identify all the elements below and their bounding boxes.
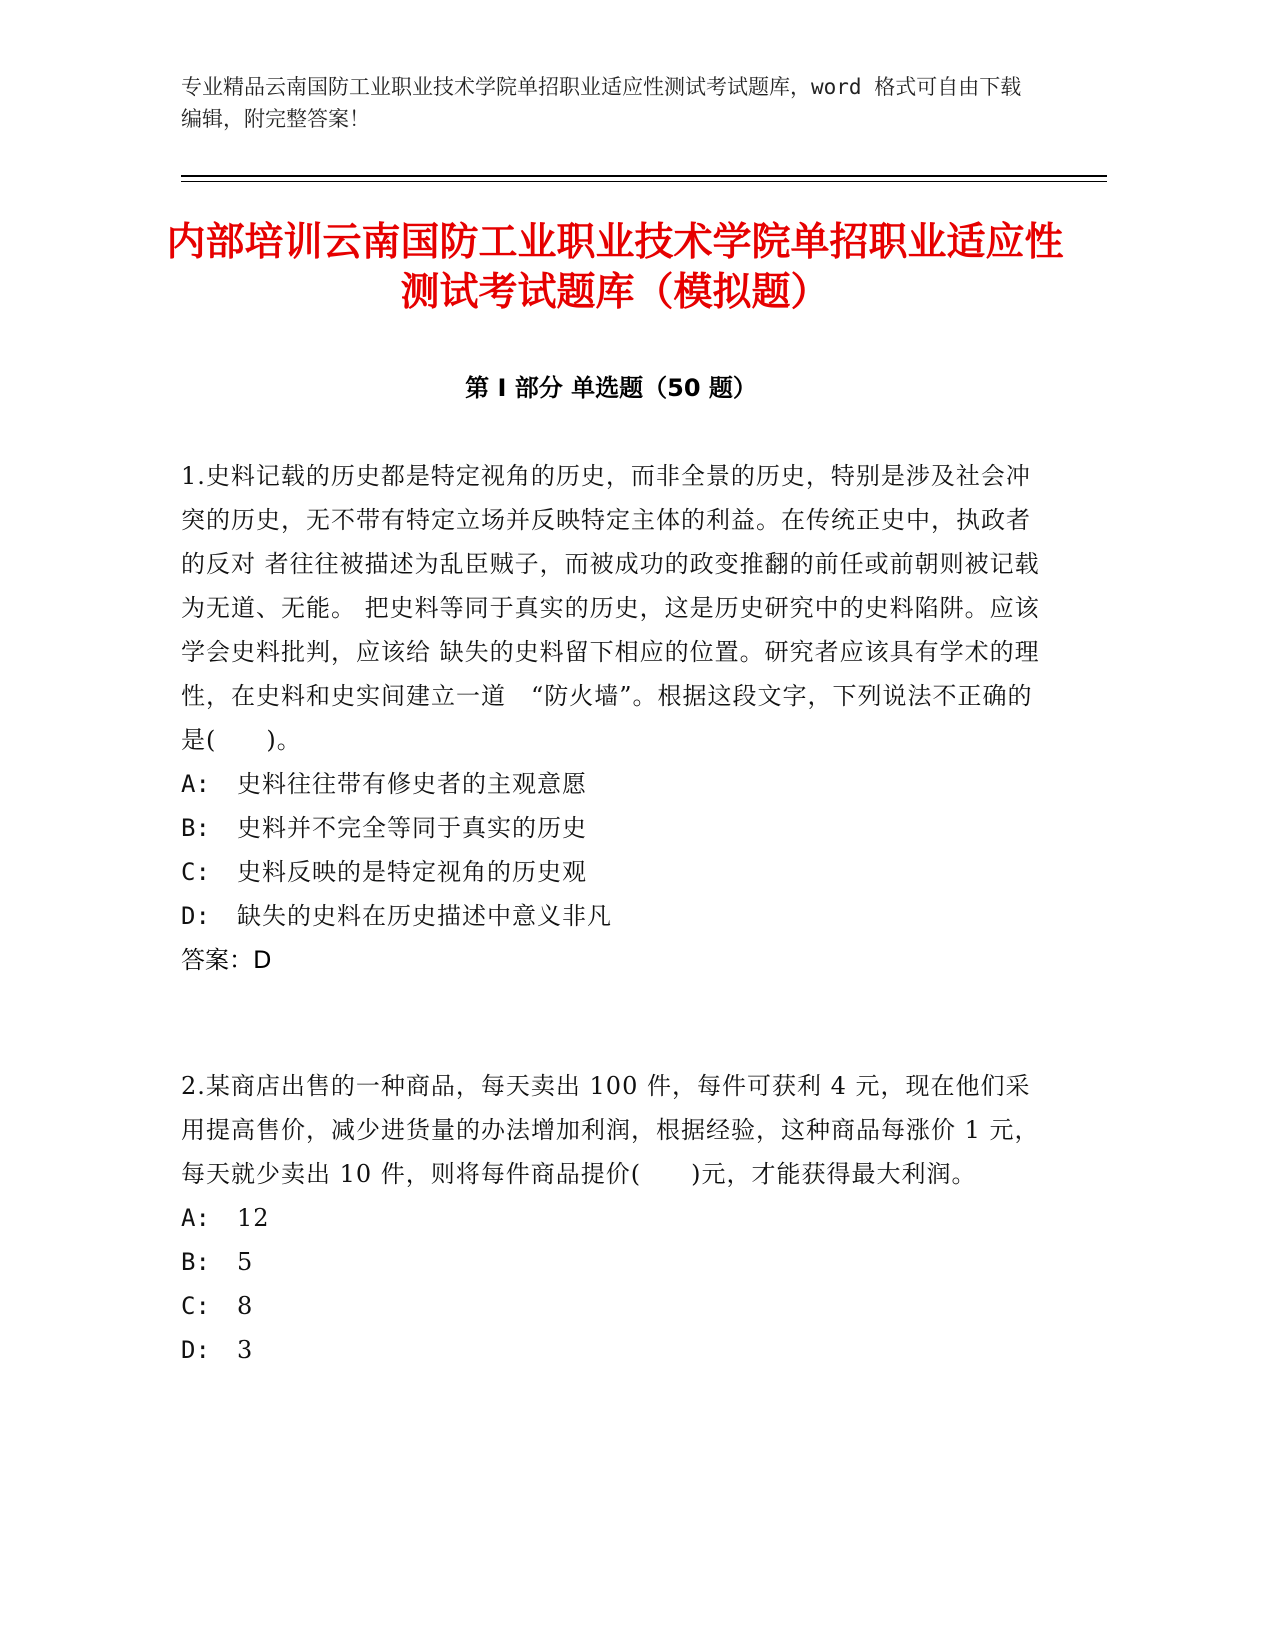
option-key: D:	[181, 902, 210, 930]
option-key: C:	[181, 1292, 210, 1320]
option-text: 史料反映的是特定视角的历史观	[237, 858, 587, 886]
option-key: C:	[181, 858, 210, 886]
option-text: 5	[237, 1248, 254, 1276]
question-1	[181, 454, 1056, 982]
option-b	[181, 806, 1041, 850]
header-note: 专业精品云南国防工业职业技术学院单招职业适应性测试考试题库，word 格式可自由下载编辑，附完整答案！	[181, 75, 1022, 131]
header-divider-thin	[181, 181, 1107, 182]
option-key: B:	[181, 1248, 210, 1276]
option-key: A:	[181, 1204, 210, 1232]
option-d	[181, 1328, 1041, 1372]
section-heading: 第 I 部分 单选题（50 题）	[465, 374, 757, 402]
header-divider-thick	[181, 175, 1107, 177]
option-text: 3	[237, 1336, 254, 1364]
option-key: D:	[181, 1336, 210, 1364]
document-title: 内部培训云南国防工业职业技术学院单招职业适应性测试考试题库（模拟题）	[166, 220, 1064, 315]
question-stem: 2.某商店出售的一种商品，每天卖出 100 件，每件可获利 4 元，现在他们采用提高售价，减少进货量的办法增加利润，根据经验，这种商品每涨价 1 元，每天就少卖出 10 件，则将每件商品提价( )元，才能获得最大利润。	[181, 1072, 1040, 1188]
option-key: B:	[181, 814, 210, 842]
question-2	[181, 1064, 1041, 1372]
option-b	[181, 1240, 1041, 1284]
option-text: 史料并不完全等同于真实的历史	[237, 814, 587, 842]
option-a	[181, 1196, 1041, 1240]
option-text: 8	[237, 1292, 254, 1320]
option-key: A:	[181, 770, 210, 798]
answer-line: 答案：D	[181, 946, 272, 974]
option-text: 史料往往带有修史者的主观意愿	[237, 770, 587, 798]
option-text: 缺失的史料在历史描述中意义非凡	[237, 902, 612, 930]
option-c	[181, 850, 1041, 894]
option-d	[181, 894, 1041, 938]
question-stem: 1.史料记载的历史都是特定视角的历史，而非全景的历史，特别是涉及社会冲 突的历史，无不带有特定立场并反映特定主体的利益。在传统正史中，执政者的反对 者往往被描述为乱臣贼子，而被成功的政变推翻的前任或前朝则被记载为无道、无能。 把史料等同于真实的历史，这是历史研究中的史料陷阱。应该学会史料批判，应该给 缺失的史料留下相应的位置。研究者应该具有学术的理性，在史料和史实间建立一道 “防火墙”。根据这段文字，下列说法不正确的是( )。	[181, 462, 1056, 754]
option-text: 12	[237, 1204, 270, 1232]
option-c	[181, 1284, 1041, 1328]
option-a	[181, 762, 1041, 806]
